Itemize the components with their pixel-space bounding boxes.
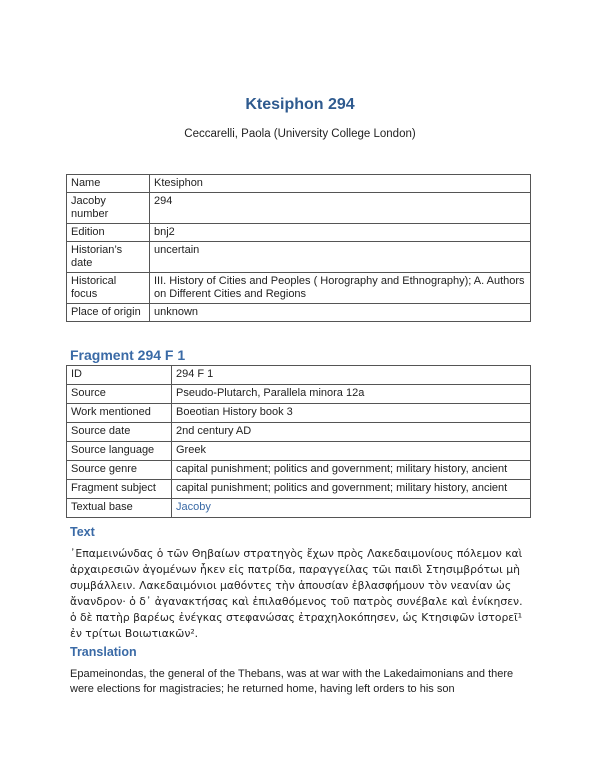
fragment-info-row — [67, 480, 531, 499]
historian-info-row — [67, 304, 531, 322]
row-value: bnj2 — [150, 224, 531, 242]
fragment-info-row — [67, 385, 531, 404]
row-value: Pseudo-Plutarch, Parallela minora 12a — [172, 385, 531, 404]
translation-text: Epameinondas, the general of the Thebans, was at war with the Lakedaimonians and there were elections for magistracies; he returned home, having left orders to his son — [70, 668, 514, 695]
row-value: Boeotian History book 3 — [172, 404, 531, 423]
historian-info-row — [67, 175, 531, 193]
row-label: ID — [67, 366, 172, 385]
author-line: Ceccarelli, Paola (University College London) — [184, 128, 416, 140]
row-label: Historical focus — [67, 273, 150, 304]
fragment-heading: Fragment 294 F 1 — [70, 347, 186, 363]
row-value: uncertain — [150, 242, 531, 273]
row-label: Source — [67, 385, 172, 404]
historian-info-row — [67, 242, 531, 273]
textual-base-link[interactable]: Jacoby — [176, 501, 211, 513]
fragment-info-row — [67, 499, 531, 518]
row-label: Name — [67, 175, 150, 193]
row-value: Ktesiphon — [150, 175, 531, 193]
row-value: 294 — [150, 193, 531, 224]
row-label: Source language — [67, 442, 172, 461]
fragment-info-row — [67, 404, 531, 423]
row-label: Edition — [67, 224, 150, 242]
row-label: Work mentioned — [67, 404, 172, 423]
row-value — [172, 499, 531, 518]
historian-info-row — [67, 224, 531, 242]
translation-heading: Translation — [70, 645, 137, 659]
fragment-info-table — [66, 365, 531, 518]
row-value: III. History of Cities and Peoples ( Horography and Ethnography); A. Authors on Different Cities and Regions — [150, 273, 531, 304]
row-label: Source genre — [67, 461, 172, 480]
fragment-info-row — [67, 461, 531, 480]
row-label: Fragment subject — [67, 480, 172, 499]
greek-text: ᾿Επαμεινώνδας ὁ τῶν Θηβαίων στρατηγὸς ἔχων πρὸς Λακεδαιμονίους πόλεμον καὶ ἀρχαιρεσιῶν ἀγομένων ἧκεν εἰς πατρίδα, παραγγείλας τῶι παιδὶ Στησιμβρότωι μὴ συμβάλλειν. Λακεδαιμόνιοι μαθόντες τὴν ἀπουσίαν ἐβλασφήμουν τὸν νεανίαν ὡς ἄνανδρον· ὁ δ᾿ ἀγανακτήσας καὶ ἐπιλαθόμενος τοῦ πατρὸς συνέβαλε καὶ ἐνίκησεν. ὁ δὲ πατὴρ βαρέως ἐνέγκας στεφανώσας ἐτραχηλοκόπησεν, ὡς Κτησιφῶν ἱστορεῖ¹ ἐν τρίτωι Βοιωτιακῶν². — [70, 547, 523, 640]
text-heading: Text — [70, 525, 95, 539]
row-label: Textual base — [67, 499, 172, 518]
row-value: 294 F 1 — [172, 366, 531, 385]
row-label: Place of origin — [67, 304, 150, 322]
fragment-info-row — [67, 423, 531, 442]
row-value: capital punishment; politics and government; military history, ancient — [172, 480, 531, 499]
row-value: unknown — [150, 304, 531, 322]
row-value: Greek — [172, 442, 531, 461]
page-title: Ktesiphon 294 — [245, 96, 355, 113]
row-value: capital punishment; politics and government; military history, ancient — [172, 461, 531, 480]
historian-info-row — [67, 193, 531, 224]
fragment-info-row — [67, 442, 531, 461]
row-label: Source date — [67, 423, 172, 442]
row-value: 2nd century AD — [172, 423, 531, 442]
row-label: Jacoby number — [67, 193, 150, 224]
row-label: Historian’s date — [67, 242, 150, 273]
historian-info-row — [67, 273, 531, 304]
historian-info-table — [66, 174, 531, 322]
fragment-info-row — [67, 366, 531, 385]
